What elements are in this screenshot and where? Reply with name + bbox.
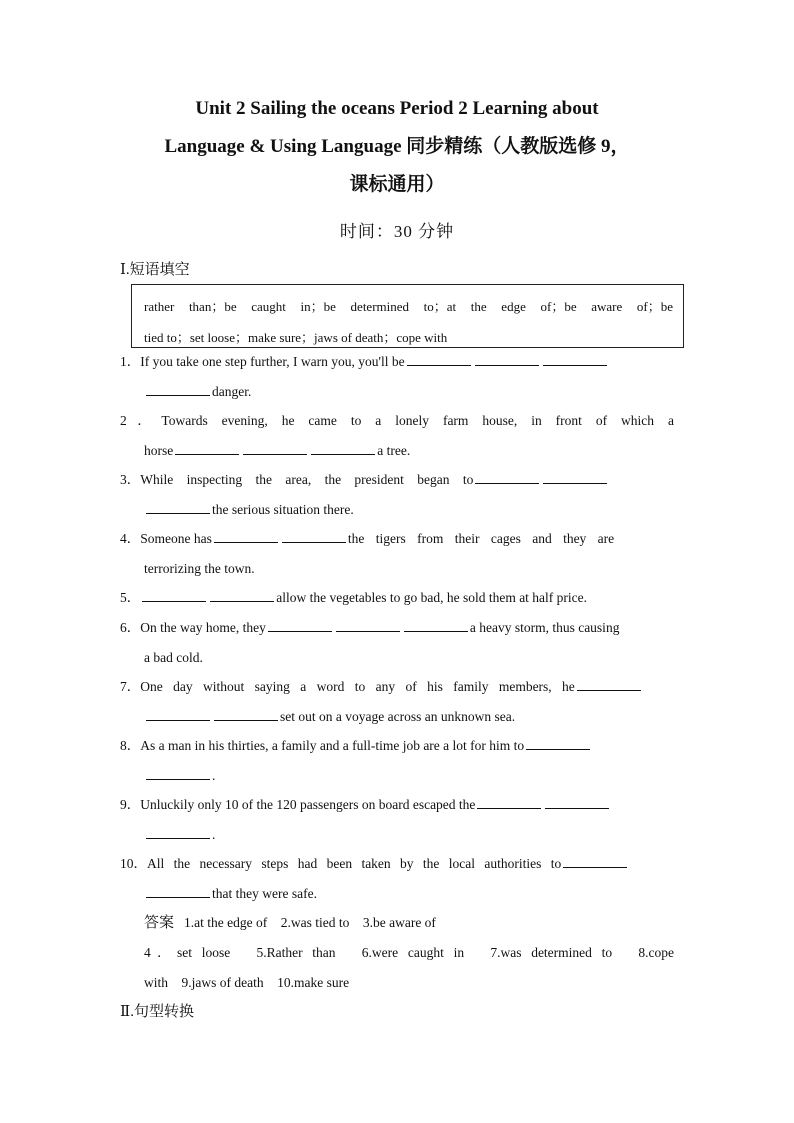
answer-blank[interactable] xyxy=(563,854,627,868)
section-2-heading: Ⅱ.句型转换 xyxy=(120,1004,194,1020)
question-1 xyxy=(120,347,674,406)
answer-blank[interactable] xyxy=(146,884,210,898)
question-4 xyxy=(120,524,674,583)
question-9 xyxy=(120,790,674,849)
question-1-text-end: danger. xyxy=(212,383,252,399)
answer-blank[interactable] xyxy=(336,618,400,632)
answer-line-2: 4．set loose 5.Rather than 6.were caught in 7.was determined to 8.cope xyxy=(144,944,674,960)
answer-line-3: with 9.jaws of death 10.make sure xyxy=(144,974,350,990)
question-10-text-end: that they were safe. xyxy=(212,885,317,901)
title-line-1: Unit 2 Sailing the oceans Period 2 Learning about xyxy=(195,98,599,119)
title-line-3: 课标通用） xyxy=(349,174,445,195)
question-2 xyxy=(120,406,674,465)
question-5-number: 5． xyxy=(120,590,141,605)
question-10-text: 10．All the necessary steps had been taken by the local authorities to xyxy=(120,856,562,871)
question-5 xyxy=(120,583,674,613)
answer-blank[interactable] xyxy=(577,677,641,691)
answer-blank[interactable] xyxy=(311,441,375,455)
answer-blank[interactable] xyxy=(210,588,274,602)
word-box-line-2: tied to；set loose；make sure；jaws of death；cope with xyxy=(144,330,448,345)
answer-blank[interactable] xyxy=(175,441,239,455)
question-3-text: 3．While inspecting the area, the president began to xyxy=(120,472,474,487)
answer-blank[interactable] xyxy=(268,618,332,632)
question-8-text-end: . xyxy=(212,767,216,783)
answer-blank[interactable] xyxy=(214,529,278,543)
answer-blank[interactable] xyxy=(407,352,471,366)
answer-label: 答案 xyxy=(144,915,175,931)
question-3-text-end: the serious situation there. xyxy=(212,501,354,517)
title-line-2: Language & Using Language 同步精练（人教版选修 9， xyxy=(164,136,630,157)
answer-blank[interactable] xyxy=(475,470,539,484)
question-2-text-end: a tree. xyxy=(377,442,411,458)
answer-blank[interactable] xyxy=(282,529,346,543)
answer-line-1: 1.at the edge of 2.was tied to 3.be aware of xyxy=(184,915,436,930)
question-6-text-end: a bad cold. xyxy=(144,649,203,665)
document-title xyxy=(110,90,684,204)
answer-blank[interactable] xyxy=(214,707,278,721)
question-2-text-mid: horse xyxy=(144,442,174,458)
question-2-text: 2．Towards evening, he came to a lonely farm house, in front of which a xyxy=(120,413,674,428)
question-7-text-end: set out on a voyage across an unknown sea. xyxy=(280,708,516,724)
answer-blank[interactable] xyxy=(146,825,210,839)
word-box xyxy=(131,284,684,348)
answer-blank[interactable] xyxy=(545,795,609,809)
question-8 xyxy=(120,731,674,790)
question-6-text-mid: a heavy storm, thus causing xyxy=(469,620,620,635)
answer-blank[interactable] xyxy=(526,736,590,750)
answer-blank[interactable] xyxy=(146,382,210,396)
question-8-text: 8．As a man in his thirties, a family and a full-time job are a lot for him to xyxy=(120,738,525,753)
question-9-text-end: . xyxy=(212,826,216,842)
answer-blank[interactable] xyxy=(243,441,307,455)
answer-blank[interactable] xyxy=(543,352,607,366)
question-9-text: 9．Unluckily only 10 of the 120 passengers on board escaped the xyxy=(120,797,476,812)
question-7 xyxy=(120,672,674,731)
question-10 xyxy=(120,849,674,908)
time-limit: 时间：30 分钟 xyxy=(339,222,455,241)
answer-key xyxy=(144,908,674,997)
answer-blank[interactable] xyxy=(477,795,541,809)
question-4-text-mid: the tigers from their cages and they are xyxy=(347,531,615,546)
question-7-text: 7．One day without saying a word to any of his family members, he xyxy=(120,679,575,694)
answer-blank[interactable] xyxy=(543,470,607,484)
answer-blank[interactable] xyxy=(146,500,210,514)
question-5-text: allow the vegetables to go bad, he sold them at half price. xyxy=(276,590,588,605)
answer-blank[interactable] xyxy=(404,618,468,632)
answer-blank[interactable] xyxy=(475,352,539,366)
question-4-text: 4．Someone has xyxy=(120,531,212,546)
answer-blank[interactable] xyxy=(146,707,210,721)
question-6 xyxy=(120,613,674,672)
word-box-line-1: rather than；be caught in；be determined to；at the edge of；be aware of；be xyxy=(144,299,673,314)
question-3 xyxy=(120,465,674,524)
question-1-text: 1．If you take one step further, I warn you, you'll be xyxy=(120,354,405,369)
answer-blank[interactable] xyxy=(142,588,206,602)
answer-blank[interactable] xyxy=(146,766,210,780)
question-6-text: 6．On the way home, they xyxy=(120,620,266,635)
section-1-heading: Ⅰ.短语填空 xyxy=(120,262,190,278)
question-4-text-end: terrorizing the town. xyxy=(144,560,255,576)
